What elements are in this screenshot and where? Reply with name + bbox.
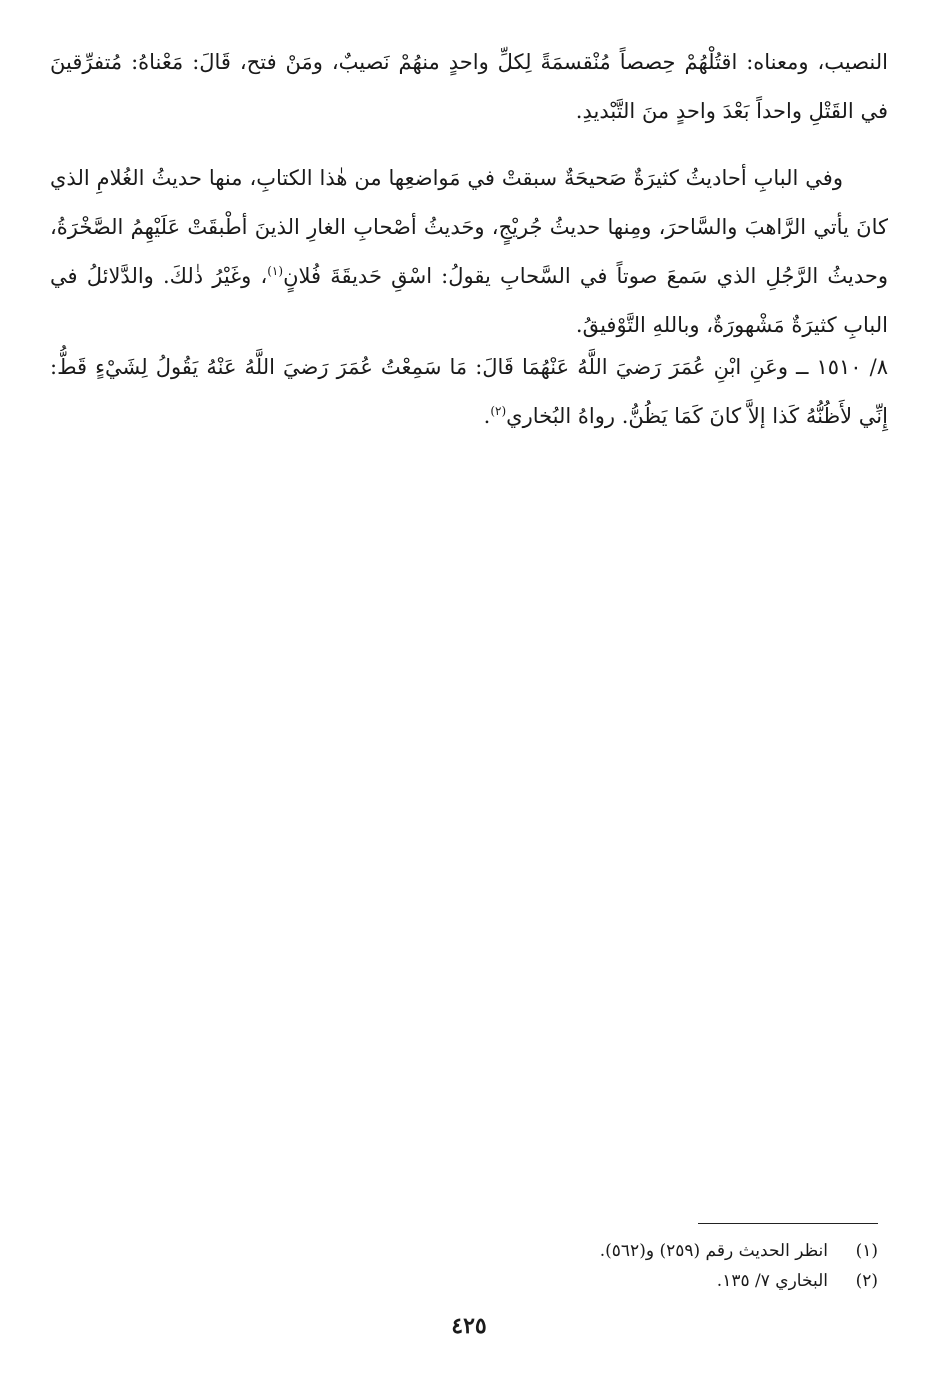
hadith-paragraph	[50, 343, 888, 441]
paragraph-1	[50, 38, 888, 136]
footnote-divider	[698, 1223, 878, 1224]
paragraph-1-text: النصيب، ومعناه: اقتُلْهُمْ حِصصاً مُنْقسمَةً لِكلِّ واحدٍ منهُمْ نَصيبٌ، ومَنْ فتح، قَالَ: مَعْناهُ: مُتفرِّقينَ في القَتْلِ واحداً بَعْدَ واحدٍ منَ التَّبْديدِ.	[50, 50, 888, 123]
paragraph-2-text-end: ، وغَيْرُ ذٰلكَ. والدَّلائلُ في البابِ كثيرَةٌ مَشْهورَةٌ، وباللهِ التَّوْفيقُ.	[50, 264, 888, 337]
paragraph-2-text-start: وفي البابِ أحاديثُ كثيرَةٌ صَحيحَةٌ سبقتْ في مَواضعِها من هٰذا الكتابِ، منها حديثُ الغُلامِ الذي كانَ يأتي الرَّاهبَ والسَّاحرَ، ومِنها حديثُ جُريْجٍ، وحَديثُ أصْحابِ الغارِ الذينَ أطْبقَتْ عَلَيْهِمُ الصَّخْرَةُ، وحديثُ الرَّجُلِ الذي سَمعَ صوتاً في السَّحابِ يقولُ: اسْقِ حَديقَةَ فُلانٍ	[50, 166, 888, 288]
hadith-text: ٨/ ١٥١٠ ــ وعَنِ ابْنِ عُمَرَ رَضيَ اللَّهُ عَنْهُمَا قَالَ: مَا سَمِعْتُ عُمَرَ رَضيَ اللَّهُ عَنْهُ يَقُولُ لِشَيْءٍ قَطُّ: إِنِّي لأَظُنُّهُ كَذا إلاَّ كانَ كَمَا يَظُنُّ. رواهُ البُخاري	[50, 355, 888, 428]
footnote-number: (١)	[855, 1241, 878, 1261]
footnote-text: انظر الحديث رقم (٢٥٩) و(٥٦٢).	[599, 1241, 828, 1261]
footnote-number: (٢)	[855, 1271, 878, 1291]
footnote-text: البخاري ٧/ ١٣٥.	[716, 1271, 828, 1291]
page-number: ٤٢٥	[451, 1313, 487, 1339]
footnote-item-2	[278, 1266, 878, 1296]
hadith-text-end: .	[483, 404, 491, 428]
footnotes	[278, 1236, 878, 1296]
footnote-item-1	[278, 1236, 878, 1266]
footnote-ref-2: (٢)	[490, 404, 507, 418]
paragraph-2	[50, 154, 888, 350]
footnote-ref-1: (١)	[267, 264, 284, 278]
